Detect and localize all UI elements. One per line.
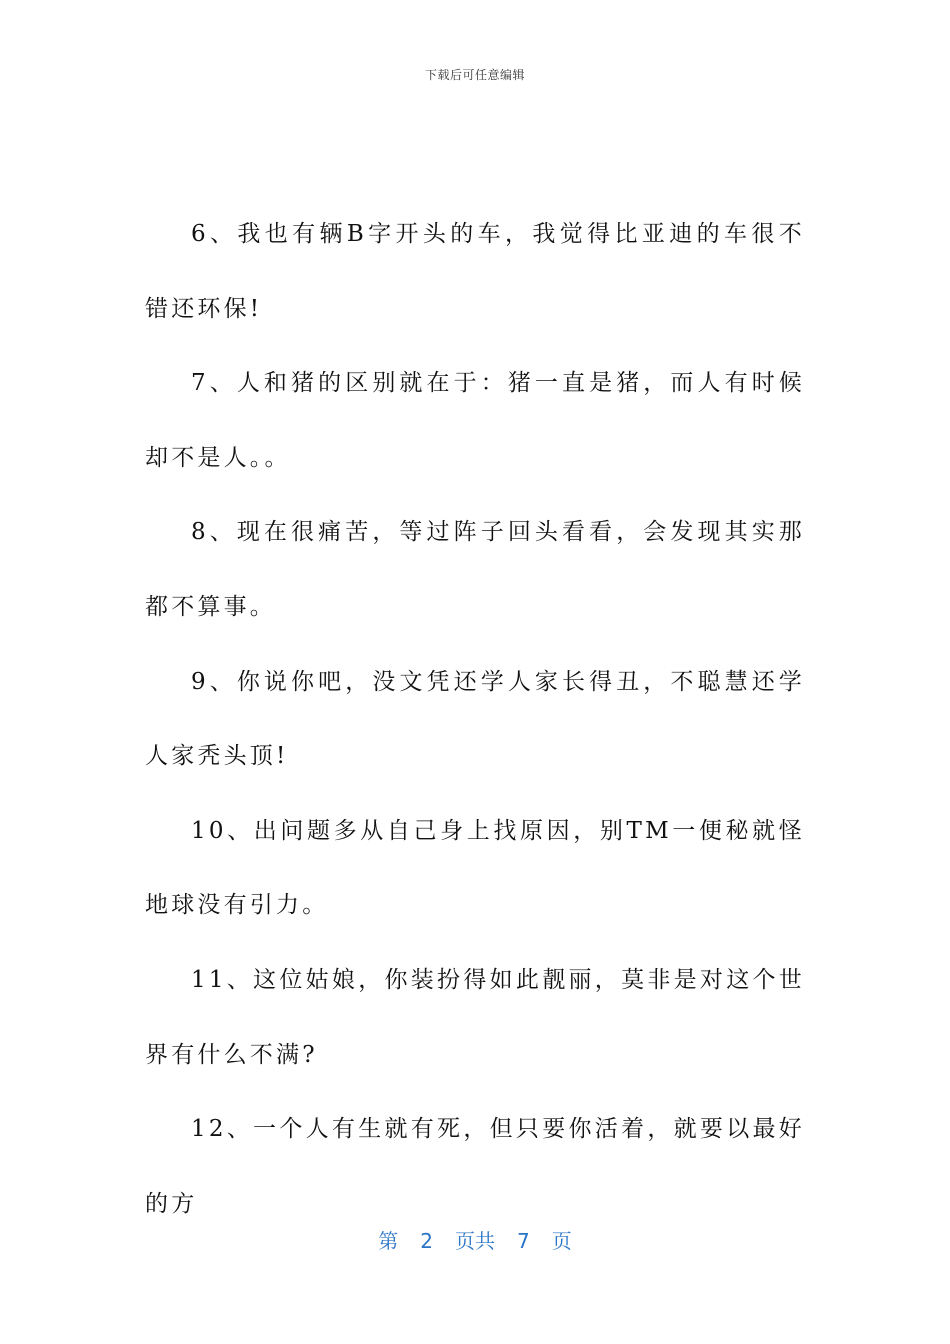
page-header: 下载后可任意编辑 <box>424 68 525 82</box>
current-page-number: 2 <box>420 1229 433 1253</box>
footer-prefix: 第 <box>378 1229 399 1253</box>
paragraph-10: 10、出问题多从自己身上找原因，别TM一便秘就怪地球没有引力。 <box>145 817 805 919</box>
total-pages-number: 7 <box>517 1229 530 1253</box>
footer-suffix: 页 <box>551 1229 572 1253</box>
paragraph-9: 9、你说你吧，没文凭还学人家长得丑，不聪慧还学人家秃头顶! <box>145 668 805 770</box>
page-footer <box>0 1225 950 1254</box>
paragraph-6: 6、我也有辆B字开头的车，我觉得比亚迪的车很不错还环保! <box>145 221 805 322</box>
paragraph-12: 12、一个人有生就有死，但只要你活着，就要以最好的方 <box>145 1116 805 1217</box>
footer-middle: 页共 <box>455 1229 495 1253</box>
paragraph-8: 8、现在很痛苦，等过阵子回头看看，会发现其实那都不算事。 <box>145 519 805 620</box>
paragraph-11: 11、这位姑娘，你装扮得如此靓丽，莫非是对这个世界有什么不满? <box>145 966 805 1068</box>
document-body <box>145 197 805 1241</box>
paragraph-7: 7、人和猪的区别就在于：猪一直是猪，而人有时候却不是人。。 <box>145 370 805 471</box>
